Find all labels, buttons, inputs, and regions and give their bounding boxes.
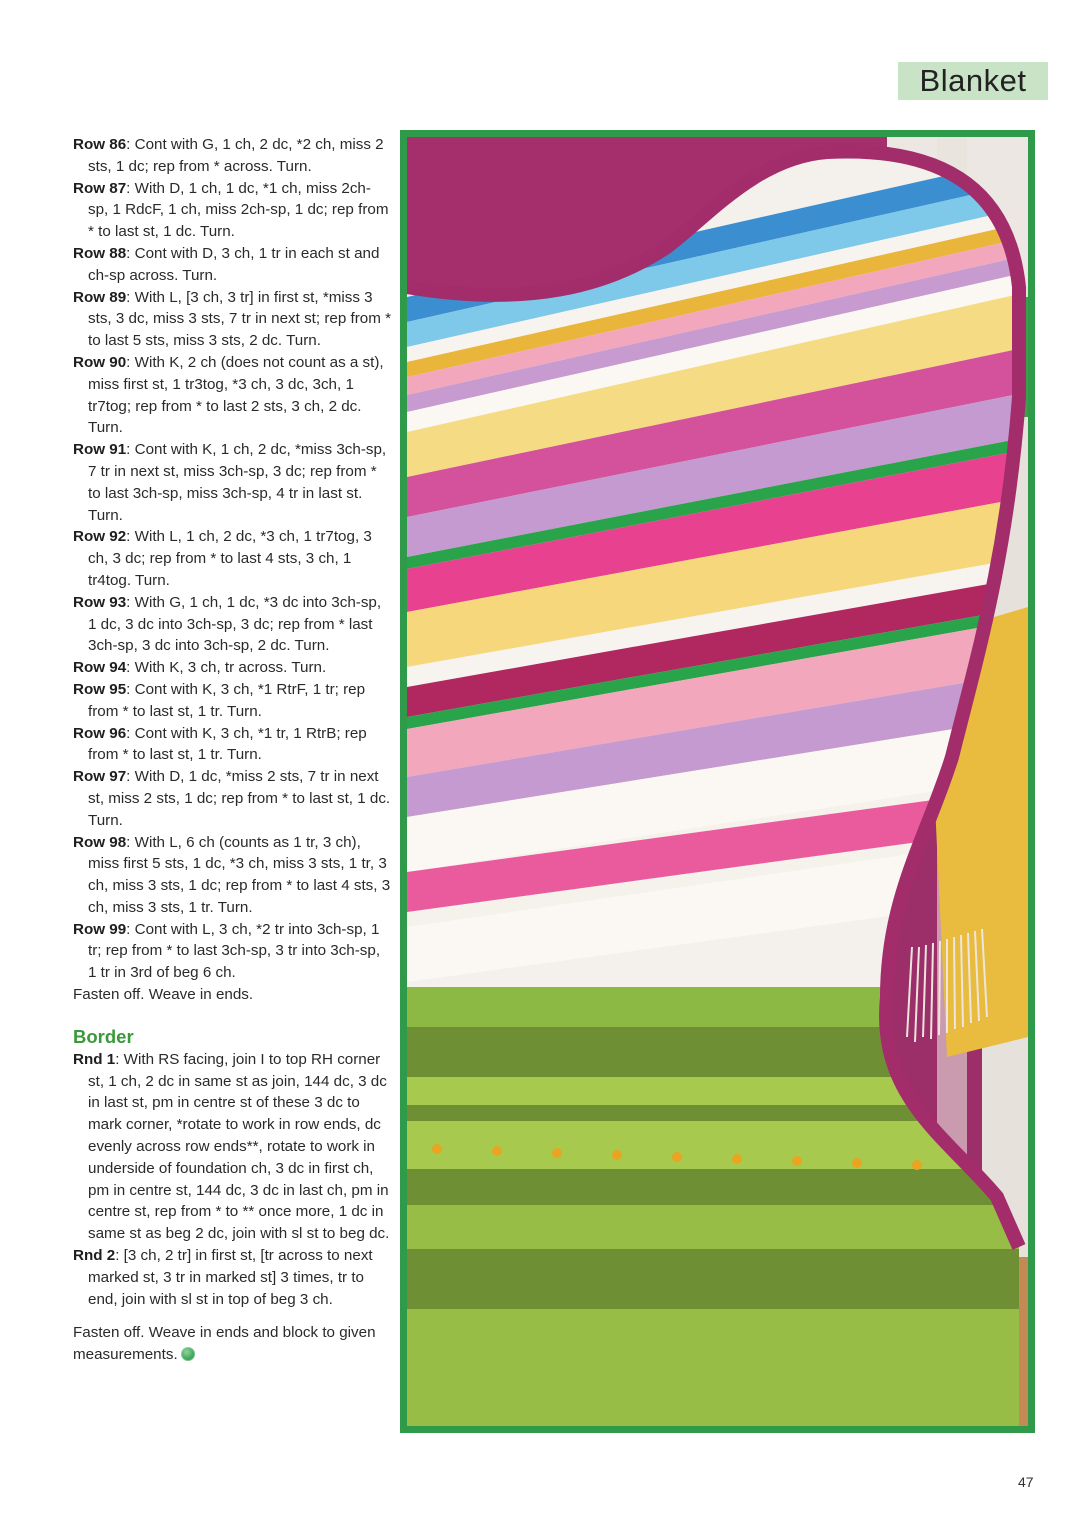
border-rounds-list: [73, 1049, 391, 1311]
border-round-label: Rnd 2: [73, 1247, 116, 1265]
pattern-row-text: : With L, 6 ch (counts as 1 tr, 3 ch), miss first 5 sts, 1 dc, *3 ch, miss 3 sts, 1 tr, 3 ch, miss 3 sts, 1 dc; rep from * to last 4 sts, 3 ch, miss 3 sts, 1 tr. Turn.: [88, 833, 391, 916]
pattern-row: [73, 352, 391, 439]
pattern-row-label: Row 89: [73, 288, 127, 306]
pattern-row-label: Row 88: [73, 244, 127, 262]
pattern-row-label: Row 87: [73, 179, 127, 197]
pattern-row: [73, 592, 391, 657]
pattern-row-label: Row 92: [73, 528, 127, 546]
blanket-photo-frame: [400, 130, 1035, 1433]
pattern-row-text: : Cont with L, 3 ch, *2 tr into 3ch-sp, 1 tr; rep from * to last 3ch-sp, 3 tr into 3ch-sp, 1 tr in 3rd of beg 6 ch.: [88, 920, 381, 982]
pattern-row-label: Row 94: [73, 659, 127, 677]
pattern-row-label: Row 96: [73, 724, 127, 742]
border-round-text: : With RS facing, join I to top RH corner st, 1 ch, 2 dc in same st as join, 144 dc, 3 dc in last st, pm in centre st of these 3 dc to mark corner, *rotate to work in row ends, dc evenly across row ends**, rotate to work in underside of foundation ch, 3 dc in first ch, pm in centre st, 144 dc, 3 dc in last ch, pm in centre st, rep from * to ** once more, 1 dc in same st as beg 2 dc, join with sl st to beg dc.: [88, 1050, 390, 1243]
pattern-row-text: : Cont with K, 3 ch, *1 tr, 1 RtrB; rep from * to last st, 1 tr. Turn.: [88, 724, 367, 764]
pattern-row: [73, 526, 391, 591]
pattern-row-text: : Cont with K, 1 ch, 2 dc, *miss 3ch-sp, 7 tr in next st, miss 3ch-sp, 3 dc; rep from * to last 3ch-sp, miss 3ch-sp, 4 tr in last st. Turn.: [88, 441, 387, 524]
rows-list: [73, 134, 391, 984]
pattern-row-label: Row 86: [73, 136, 127, 153]
pattern-row-label: Row 97: [73, 768, 127, 786]
crochet-blanket-photo: [407, 137, 1028, 1426]
border-heading: Border: [73, 1025, 134, 1047]
rows-closing-text: Fasten off. Weave in ends.: [73, 986, 254, 1004]
pattern-row-label: Row 98: [73, 833, 127, 851]
pattern-row-text: : Cont with D, 3 ch, 1 tr in each st and ch-sp across. Turn.: [88, 244, 380, 284]
pattern-row: [73, 439, 391, 526]
pattern-row-label: Row 93: [73, 593, 127, 611]
border-round: [73, 1245, 391, 1310]
border-closing-label: Fasten off. Weave in ends and block to given measurements.: [73, 1324, 376, 1364]
pattern-row: [73, 657, 391, 679]
pattern-row: [73, 679, 391, 723]
pattern-row-text: : With K, 2 ch (does not count as a st), miss first st, 1 tr3tog, *3 ch, 3 dc, 3ch, 1 tr7tog; rep from * to last 2 sts, 3 ch, 2 dc. Turn.: [88, 353, 384, 437]
pattern-row: [73, 832, 391, 919]
border-closing-text: [73, 1322, 391, 1366]
page-title: Blanket: [919, 63, 1027, 98]
yarn-ball-icon: [181, 1347, 195, 1361]
pattern-row: [73, 134, 391, 178]
pattern-row: [73, 919, 391, 984]
border-round-text: : [3 ch, 2 tr] in first st, [tr across to next marked st, 3 tr in marked st] 3 times, tr to end, join with sl st in top of beg 3 ch.: [88, 1247, 373, 1308]
pattern-row-text: : Cont with K, 3 ch, *1 RtrF, 1 tr; rep from * to last st, 1 tr. Turn.: [88, 680, 366, 720]
pattern-row-text: : Cont with G, 1 ch, 2 dc, *2 ch, miss 2 sts, 1 dc; rep from * across. Turn.: [88, 136, 384, 175]
pattern-instructions: [73, 134, 391, 1366]
pattern-row-label: Row 91: [73, 441, 127, 459]
pattern-row: [73, 178, 391, 243]
pattern-row-text: : With L, 1 ch, 2 dc, *3 ch, 1 tr7tog, 3 ch, 3 dc; rep from * to last 4 sts, 3 ch, 1 tr4tog. Turn.: [88, 528, 372, 589]
pattern-row: [73, 723, 391, 767]
pattern-row-label: Row 90: [73, 353, 127, 371]
pattern-row-label: Row 95: [73, 680, 127, 698]
pattern-row-text: : With D, 1 dc, *miss 2 sts, 7 tr in next st, miss 2 sts, 1 dc; rep from * to last st, 1 dc. Turn.: [88, 768, 391, 829]
pattern-row-label: Row 99: [73, 920, 127, 938]
border-round-label: Rnd 1: [73, 1050, 116, 1068]
pattern-row-text: : With D, 1 ch, 1 dc, *1 ch, miss 2ch-sp, 1 RdcF, 1 ch, miss 2ch-sp, 1 dc; rep from * to last st, 1 dc. Turn.: [88, 179, 389, 241]
pattern-row: [73, 243, 391, 287]
border-round: [73, 1049, 391, 1245]
page-number: 47: [1018, 1474, 1034, 1490]
pattern-row: [73, 287, 391, 352]
pattern-row-text: : With K, 3 ch, tr across. Turn.: [126, 659, 327, 677]
pattern-row: [73, 766, 391, 831]
pattern-row-text: : With L, [3 ch, 3 tr] in first st, *miss 3 sts, 3 dc, miss 3 sts, 7 tr in next st; rep from * to last 5 sts, miss 3 sts, 2 dc. Turn.: [88, 288, 391, 350]
section-title-box: [898, 62, 1048, 100]
pattern-row-text: : With G, 1 ch, 1 dc, *3 dc into 3ch-sp, 1 dc, 3 dc into 3ch-sp, 3 dc; rep from * last 3ch-sp, 3 dc into 3ch-sp, 2 dc. Turn.: [88, 593, 382, 655]
